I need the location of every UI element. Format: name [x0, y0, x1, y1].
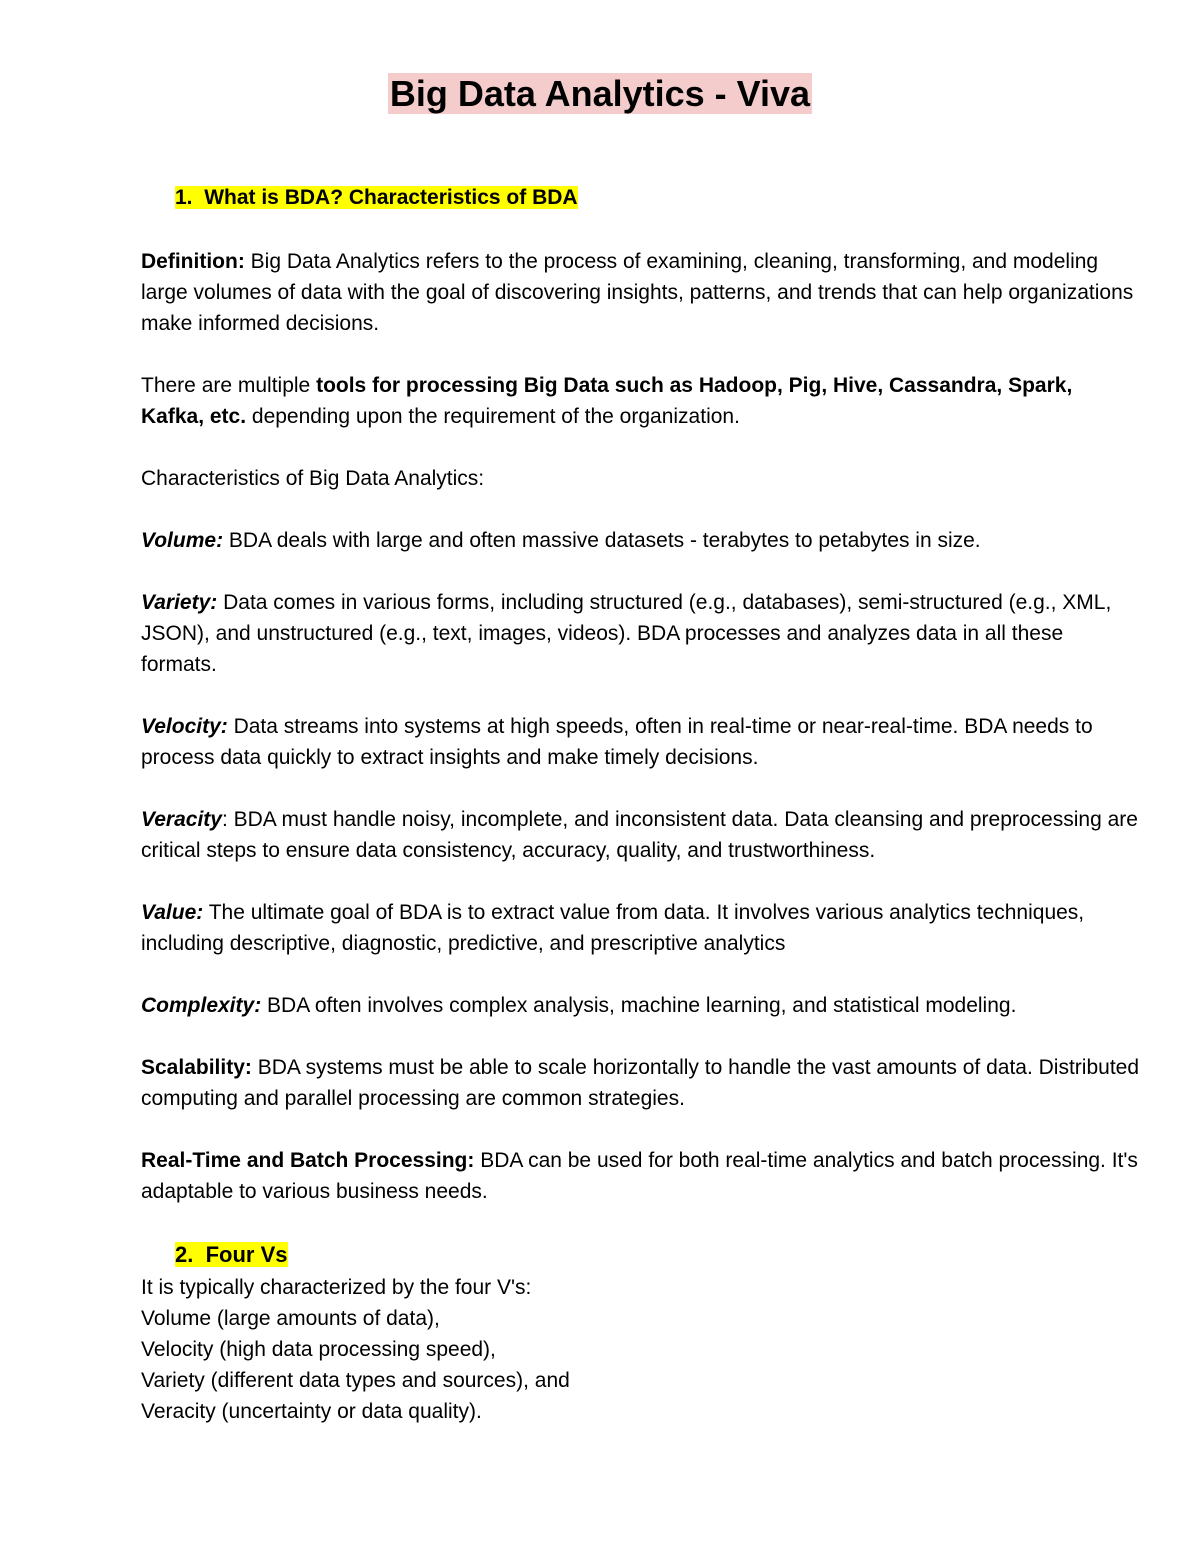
variety-label: Variety: — [141, 591, 218, 614]
complexity-paragraph — [141, 990, 1141, 1021]
complexity-text: BDA often involves complex analysis, machine learning, and statistical modeling. — [261, 994, 1017, 1017]
realtime-text: BDA can be used for both real-time analytics and batch processing. It's adaptable to various business needs. — [141, 1149, 1138, 1203]
volume-paragraph — [141, 525, 1141, 556]
scalability-label: Scalability: — [141, 1056, 252, 1079]
definition-text: Big Data Analytics refers to the process of examining, cleaning, transforming, and modeling large volumes of data with the goal of discovering insights, patterns, and trends that can help organizations make informed decisions. — [141, 250, 1134, 335]
realtime-label: Real-Time and Batch Processing: — [141, 1149, 475, 1172]
section-1-heading-text: What is BDA? Characteristics of BDA — [204, 186, 578, 209]
document-body — [141, 181, 1141, 1427]
section-2-heading-highlight — [175, 1242, 288, 1267]
value-label: Value: — [141, 901, 204, 924]
tools-prefix: There are multiple — [141, 374, 317, 397]
velocity-text: Data streams into systems at high speeds, often in real-time or near-real-time. BDA needs to process data quickly to extract insights and make timely decisions. — [141, 715, 1093, 769]
characteristics-intro: Characteristics of Big Data Analytics: — [141, 467, 485, 490]
tools-bold: tools for processing Big Data such as Hadoop, Pig, Hive, Cassandra, Spark, Kafka, etc. — [141, 374, 1073, 428]
variety-text: Data comes in various forms, including structured (e.g., databases), semi-structured (e.g., XML, JSON), and unstructured (e.g., text, images, videos). BDA processes and analyzes data in all these formats. — [141, 591, 1112, 676]
section-1-heading-highlight — [175, 186, 578, 209]
scalability-paragraph — [141, 1052, 1141, 1114]
document-title — [0, 70, 1200, 118]
scalability-text: BDA systems must be able to scale horizontally to handle the vast amounts of data. Distributed computing and parallel processing are common strategies. — [141, 1056, 1140, 1110]
volume-text: BDA deals with large and often massive datasets - terabytes to petabytes in size. — [223, 529, 981, 552]
section-2-heading-text: Four Vs — [205, 1242, 288, 1267]
tools-suffix: depending upon the requirement of the organization. — [246, 405, 740, 428]
velocity-paragraph — [141, 711, 1141, 773]
velocity-label: Velocity: — [141, 715, 228, 738]
value-text: The ultimate goal of BDA is to extract value from data. It involves various analytics techniques, including descriptive, diagnostic, predictive, and prescriptive analytics — [141, 901, 1085, 955]
definition-label: Definition: — [141, 250, 245, 273]
title-text: Big Data Analytics - Viva — [389, 73, 811, 114]
realtime-paragraph — [141, 1145, 1141, 1207]
four-vs-line: Volume (large amounts of data), — [141, 1307, 440, 1330]
value-paragraph — [141, 897, 1141, 959]
veracity-text: : BDA must handle noisy, incomplete, and inconsistent data. Data cleansing and preprocessing are critical steps to ensure data consistency, accuracy, quality, and trustworthiness. — [141, 808, 1138, 862]
definition-paragraph — [141, 246, 1141, 339]
section-2-number: 2. — [175, 1242, 194, 1267]
complexity-label: Complexity: — [141, 994, 262, 1017]
volume-label: Volume: — [141, 529, 224, 552]
four-vs-line: Veracity (uncertainty or data quality). — [141, 1400, 482, 1423]
tools-paragraph — [141, 370, 1141, 432]
veracity-label: Veracity — [141, 808, 222, 831]
four-vs-list — [141, 1272, 1141, 1427]
four-vs-line: Velocity (high data processing speed), — [141, 1338, 496, 1361]
section-1-number: 1. — [175, 186, 193, 209]
section-2-heading — [141, 1238, 1141, 1272]
section-1-heading — [141, 181, 1141, 215]
veracity-paragraph — [141, 804, 1141, 866]
variety-paragraph — [141, 587, 1141, 680]
four-vs-line: It is typically characterized by the four V's: — [141, 1276, 532, 1299]
four-vs-line: Variety (different data types and sources), and — [141, 1369, 570, 1392]
